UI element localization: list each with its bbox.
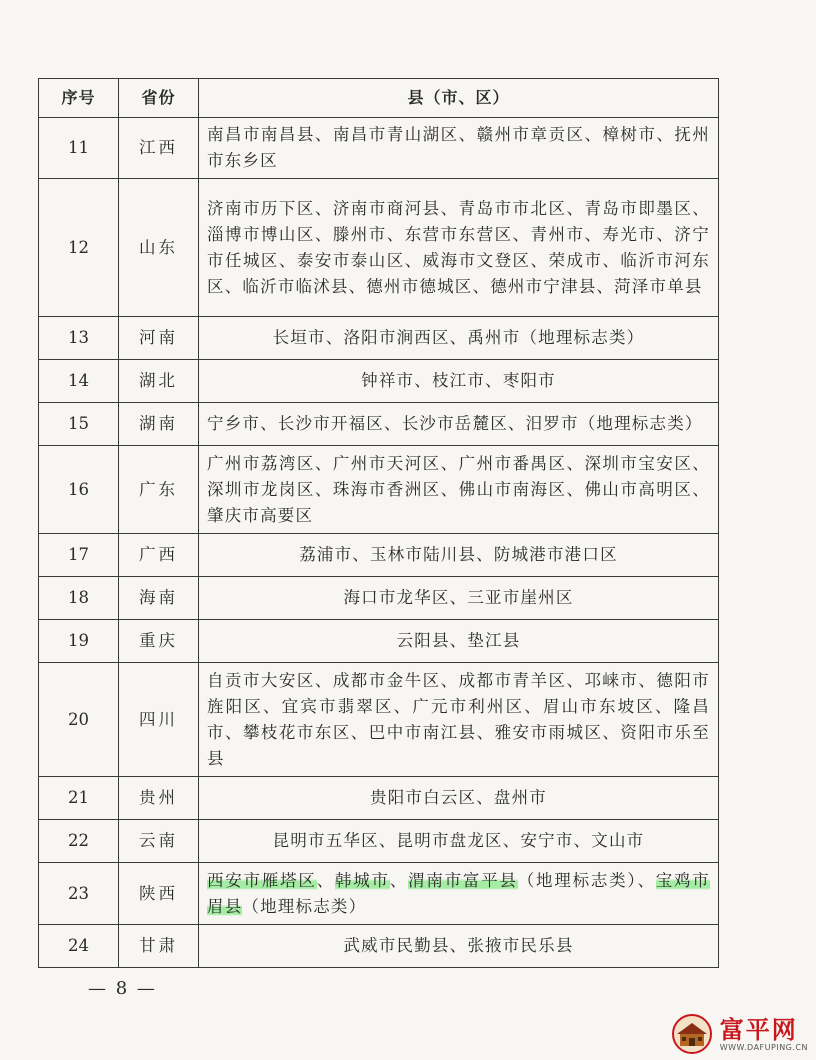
row-counties: 广州市荔湾区、广州市天河区、广州市番禺区、深圳市宝安区、深圳市龙岗区、珠海市香洲区、佛山市南海区、佛山市高明区、肇庆市高要区 (199, 446, 719, 534)
table-row (39, 777, 719, 820)
row-number: 22 (39, 820, 119, 863)
plain-text: 、 (389, 870, 409, 890)
row-counties: 荔浦市、玉林市陆川县、防城港市港口区 (199, 534, 719, 577)
row-province: 湖北 (119, 360, 199, 403)
header-number: 序号 (39, 79, 119, 118)
table-row (39, 820, 719, 863)
watermark (670, 1014, 808, 1054)
table-row (39, 179, 719, 317)
row-province: 山东 (119, 179, 199, 317)
row-number: 20 (39, 663, 119, 777)
row-counties (199, 863, 719, 925)
row-number: 21 (39, 777, 119, 820)
header-province: 省份 (119, 79, 199, 118)
row-province: 广西 (119, 534, 199, 577)
highlighted-text: 宝鸡市眉县 (207, 870, 710, 916)
table-row (39, 534, 719, 577)
row-counties: 贵阳市白云区、盘州市 (199, 777, 719, 820)
row-province: 甘肃 (119, 925, 199, 968)
row-number: 19 (39, 620, 119, 663)
row-counties: 昆明市五华区、昆明市盘龙区、安宁市、文山市 (199, 820, 719, 863)
table-header-row (39, 79, 719, 118)
row-province: 贵州 (119, 777, 199, 820)
row-province: 广东 (119, 446, 199, 534)
highlighted-text: 西安市雁塔区 (207, 870, 317, 890)
row-number: 24 (39, 925, 119, 968)
table-row (39, 446, 719, 534)
table-row (39, 360, 719, 403)
row-number: 11 (39, 118, 119, 179)
row-counties: 海口市龙华区、三亚市崖州区 (199, 577, 719, 620)
row-number: 23 (39, 863, 119, 925)
watermark-url: WWW.DAFUPING.CN (719, 1042, 808, 1052)
row-province: 重庆 (119, 620, 199, 663)
table-row (39, 317, 719, 360)
highlighted-text: 韩城市 (334, 870, 390, 890)
row-number: 16 (39, 446, 119, 534)
county-table-container (38, 78, 718, 968)
table-row (39, 620, 719, 663)
row-province: 云南 (119, 820, 199, 863)
row-province: 河南 (119, 317, 199, 360)
table-row (39, 663, 719, 777)
row-number: 15 (39, 403, 119, 446)
row-counties: 钟祥市、枝江市、枣阳市 (199, 360, 719, 403)
row-number: 17 (39, 534, 119, 577)
row-counties: 自贡市大安区、成都市金牛区、成都市青羊区、邛崃市、德阳市旌阳区、宜宾市翡翠区、广元市利州区、眉山市东坡区、隆昌市、攀枝花市东区、巴中市南江县、雅安市雨城区、资阳市乐至县 (199, 663, 719, 777)
row-number: 14 (39, 360, 119, 403)
row-number: 12 (39, 179, 119, 317)
table-row (39, 118, 719, 179)
watermark-text (720, 1017, 808, 1052)
building-logo-icon (670, 1014, 714, 1054)
row-counties: 济南市历下区、济南市商河县、青岛市市北区、青岛市即墨区、淄博市博山区、滕州市、东营市东营区、青州市、寿光市、济宁市任城区、泰安市泰山区、威海市文登区、荣成市、临沂市河东区、临沂市临沭县、德州市德城区、德州市宁津县、菏泽市单县 (199, 179, 719, 317)
plain-text: （地理标志类） (242, 896, 367, 916)
row-province: 江西 (119, 118, 199, 179)
table-row (39, 863, 719, 925)
row-number: 18 (39, 577, 119, 620)
table-row (39, 403, 719, 446)
header-counties: 县（市、区） (199, 79, 719, 118)
row-province: 湖南 (119, 403, 199, 446)
row-province: 海南 (119, 577, 199, 620)
row-number: 13 (39, 317, 119, 360)
row-counties: 宁乡市、长沙市开福区、长沙市岳麓区、汨罗市（地理标志类） (199, 403, 719, 446)
page-number: — 8 — (88, 978, 157, 999)
highlighted-text: 渭南市富平县 (408, 870, 518, 890)
county-table (38, 78, 719, 968)
table-row (39, 577, 719, 620)
row-province: 陕西 (119, 863, 199, 925)
table-row (39, 925, 719, 968)
row-province: 四川 (119, 663, 199, 777)
row-counties: 云阳县、垫江县 (199, 620, 719, 663)
row-counties: 长垣市、洛阳市涧西区、禹州市（地理标志类） (199, 317, 719, 360)
plain-text: （地理标志类）、 (517, 870, 656, 890)
watermark-name: 富平网 (719, 1015, 798, 1044)
row-counties: 武威市民勤县、张掖市民乐县 (199, 925, 719, 968)
row-counties: 南昌市南昌县、南昌市青山湖区、赣州市章贡区、樟树市、抚州市东乡区 (199, 118, 719, 179)
plain-text: 、 (316, 870, 335, 890)
